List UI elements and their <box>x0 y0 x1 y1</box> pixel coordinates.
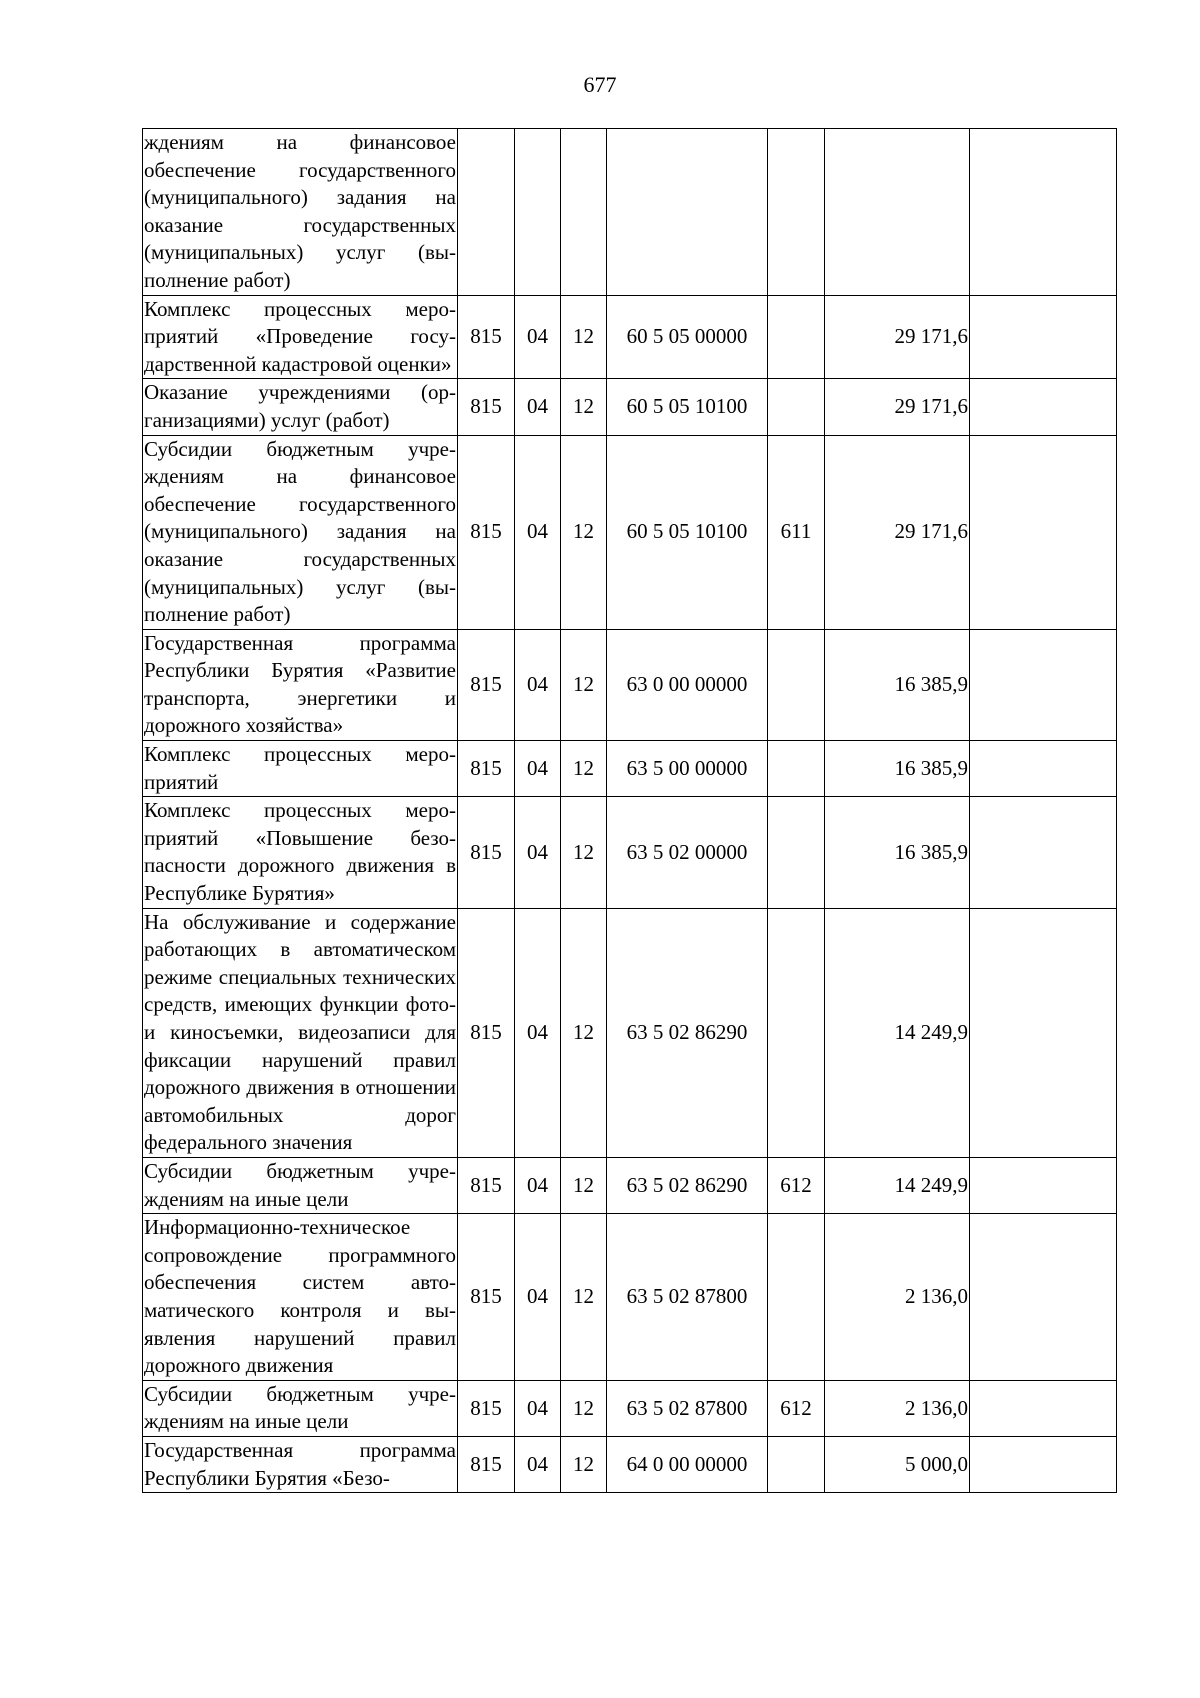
expense-type-code: 612 <box>768 1380 825 1436</box>
section-code: 04 <box>515 1436 561 1492</box>
target-article-code: 63 5 02 00000 <box>607 797 768 908</box>
subsection-code: 12 <box>561 295 607 379</box>
subsection-code: 12 <box>561 1214 607 1381</box>
amount: 5 000,0 <box>825 1436 970 1492</box>
expense-type-code <box>768 379 825 435</box>
expense-type-code: 612 <box>768 1157 825 1213</box>
target-article-code: 60 5 05 00000 <box>607 295 768 379</box>
row-description: Субсидии бюджетным учреждениям на иные цели <box>143 1157 458 1213</box>
amount: 14 249,9 <box>825 908 970 1157</box>
amount: 29 171,6 <box>825 379 970 435</box>
target-article-code: 63 5 02 86290 <box>607 1157 768 1213</box>
amount: 29 171,6 <box>825 295 970 379</box>
table-row <box>143 435 1117 629</box>
subsection-code: 12 <box>561 629 607 740</box>
expense-type-code <box>768 295 825 379</box>
row-description: Оказание учреждениями (организациями) услуг (работ) <box>143 379 458 435</box>
section-code: 04 <box>515 435 561 629</box>
ministry-code: 815 <box>458 797 515 908</box>
row-description: Субсидии бюджетным учреждениям на иные цели <box>143 1380 458 1436</box>
table-row <box>143 129 1117 296</box>
row-description: На обслуживание и содержание работающих в автоматическом режиме специальных технических средств, имеющих функции фото- и киносъемки, видеозаписи для фиксации нарушений правил дорожного движения в отношении автомобильных дорог федерального значения <box>143 908 458 1157</box>
amount: 29 171,6 <box>825 435 970 629</box>
section-code: 04 <box>515 379 561 435</box>
row-description: Государственная программа Республики Бурятия «Безо- <box>143 1436 458 1492</box>
amount <box>825 129 970 296</box>
target-article-code: 63 5 02 87800 <box>607 1380 768 1436</box>
amount: 2 136,0 <box>825 1380 970 1436</box>
expense-type-code <box>768 1214 825 1381</box>
table-row <box>143 797 1117 908</box>
extra-cell <box>970 435 1117 629</box>
section-code: 04 <box>515 1214 561 1381</box>
extra-cell <box>970 379 1117 435</box>
ministry-code: 815 <box>458 379 515 435</box>
table-row <box>143 908 1117 1157</box>
extra-cell <box>970 1157 1117 1213</box>
section-code: 04 <box>515 741 561 797</box>
target-article-code: 60 5 05 10100 <box>607 379 768 435</box>
table-row <box>143 1436 1117 1492</box>
table-row <box>143 295 1117 379</box>
expense-type-code <box>768 1436 825 1492</box>
ministry-code: 815 <box>458 1214 515 1381</box>
subsection-code: 12 <box>561 379 607 435</box>
budget-table <box>142 128 1117 1493</box>
subsection-code: 12 <box>561 908 607 1157</box>
amount: 16 385,9 <box>825 741 970 797</box>
extra-cell <box>970 1436 1117 1492</box>
row-description: Комплекс процессных мероприятий «Повышение безопасности дорожного движения в Республике Бурятия» <box>143 797 458 908</box>
ministry-code: 815 <box>458 1380 515 1436</box>
ministry-code: 815 <box>458 629 515 740</box>
ministry-code: 815 <box>458 1157 515 1213</box>
table-row <box>143 629 1117 740</box>
section-code: 04 <box>515 629 561 740</box>
table-row <box>143 379 1117 435</box>
row-description: Комплекс процессных мероприятий «Проведение государственной кадастровой оценки» <box>143 295 458 379</box>
ministry-code <box>458 129 515 296</box>
section-code: 04 <box>515 295 561 379</box>
target-article-code <box>607 129 768 296</box>
table-row <box>143 741 1117 797</box>
target-article-code: 64 0 00 00000 <box>607 1436 768 1492</box>
section-code <box>515 129 561 296</box>
amount: 16 385,9 <box>825 797 970 908</box>
row-description: Субсидии бюджетным учреждениям на финансовое обеспечение государственного (муниципального) задания на оказание государственных (муниципальных) услуг (выполнение работ) <box>143 435 458 629</box>
amount: 16 385,9 <box>825 629 970 740</box>
row-description: ждениям на финансовое обеспечение государственного (муниципального) задания на оказание государственных (муниципальных) услуг (выполнение работ) <box>143 129 458 296</box>
expense-type-code <box>768 908 825 1157</box>
target-article-code: 63 0 00 00000 <box>607 629 768 740</box>
subsection-code: 12 <box>561 1380 607 1436</box>
section-code: 04 <box>515 1157 561 1213</box>
ministry-code: 815 <box>458 295 515 379</box>
row-description: Государственная программа Республики Бурятия «Развитие транспорта, энергетики и дорожного хозяйства» <box>143 629 458 740</box>
extra-cell <box>970 797 1117 908</box>
subsection-code: 12 <box>561 1157 607 1213</box>
table-row <box>143 1380 1117 1436</box>
subsection-code: 12 <box>561 435 607 629</box>
extra-cell <box>970 129 1117 296</box>
target-article-code: 60 5 05 10100 <box>607 435 768 629</box>
section-code: 04 <box>515 1380 561 1436</box>
target-article-code: 63 5 02 87800 <box>607 1214 768 1381</box>
expense-type-code <box>768 629 825 740</box>
page-number: 677 <box>583 72 617 97</box>
extra-cell <box>970 908 1117 1157</box>
extra-cell <box>970 629 1117 740</box>
table-row <box>143 1214 1117 1381</box>
extra-cell <box>970 295 1117 379</box>
ministry-code: 815 <box>458 741 515 797</box>
extra-cell <box>970 1214 1117 1381</box>
row-description: Комплекс процессных мероприятий <box>143 741 458 797</box>
ministry-code: 815 <box>458 1436 515 1492</box>
table-row <box>143 1157 1117 1213</box>
extra-cell <box>970 1380 1117 1436</box>
amount: 14 249,9 <box>825 1157 970 1213</box>
subsection-code: 12 <box>561 741 607 797</box>
target-article-code: 63 5 02 86290 <box>607 908 768 1157</box>
ministry-code: 815 <box>458 908 515 1157</box>
expense-type-code <box>768 797 825 908</box>
subsection-code: 12 <box>561 797 607 908</box>
row-description: Информационно-техническое сопровождение программного обеспечения систем автоматического контроля и выявления нарушений правил дорожного движения <box>143 1214 458 1381</box>
ministry-code: 815 <box>458 435 515 629</box>
subsection-code <box>561 129 607 296</box>
section-code: 04 <box>515 797 561 908</box>
section-code: 04 <box>515 908 561 1157</box>
target-article-code: 63 5 00 00000 <box>607 741 768 797</box>
amount: 2 136,0 <box>825 1214 970 1381</box>
expense-type-code: 611 <box>768 435 825 629</box>
subsection-code: 12 <box>561 1436 607 1492</box>
expense-type-code <box>768 129 825 296</box>
extra-cell <box>970 741 1117 797</box>
expense-type-code <box>768 741 825 797</box>
